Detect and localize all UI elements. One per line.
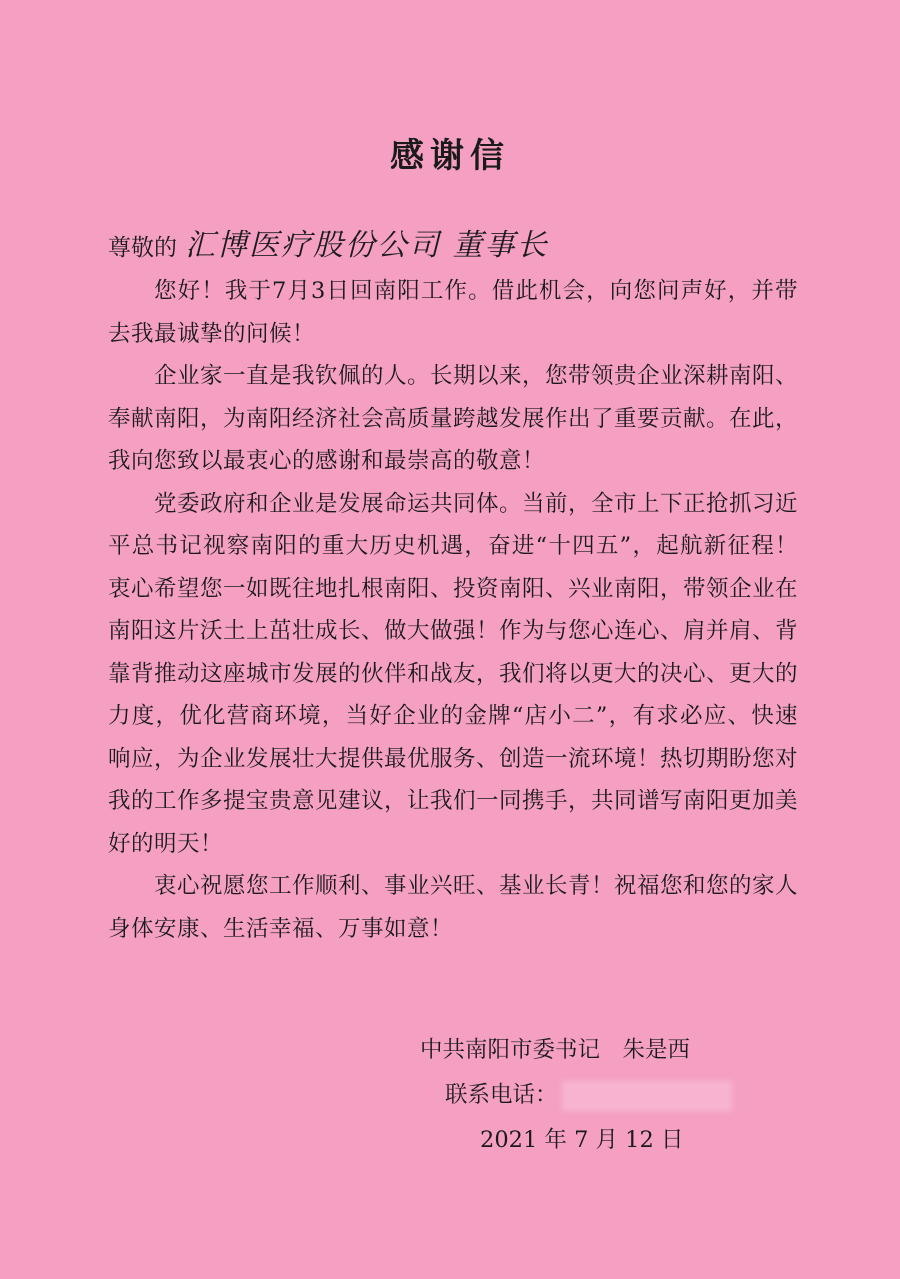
salutation bbox=[108, 220, 549, 264]
paragraph-wishes: 衷心祝愿您工作顺利、事业兴旺、基业长青！祝福您和您的家人身体安康、生活幸福、万事如意！ bbox=[108, 873, 799, 942]
salutation-prefix: 尊敬的 bbox=[108, 235, 177, 261]
contact-label: 联系电话： bbox=[445, 1082, 558, 1108]
paragraph-commitment: 党委政府和企业是发展命运共同体。当前，全市上下正抢抓习近平总书记视察南阳的重大历史机遇，奋进“十四五”，起航新征程！衷心希望您一如既往地扎根南阳、投资南阳、兴业南阳，带领企业在南阳这片沃土上茁壮成长、做大做强！作为与您心连心、肩并肩、背靠背推动这座城市发展的伙伴和战友，我们将以更大的决心、更大的力度，优化营商环境，当好企业的金牌“店小二”，有求必应、快速响应，为企业发展壮大提供最优服务、创造一流环境！热切期盼您对我的工作多提宝贵意见建议，让我们一同携手，共同谱写南阳更加美好的明天！ bbox=[108, 490, 799, 857]
letter-body bbox=[108, 270, 798, 950]
redacted-phone bbox=[562, 1081, 732, 1111]
letter-date: 2021 年 7 月 12 日 bbox=[480, 1127, 684, 1153]
handwritten-recipient: 汇博医疗股份公司 董事长 bbox=[185, 228, 549, 263]
signature-line: 中共南阳市委书记 朱是西 bbox=[420, 1037, 691, 1063]
paragraph-greeting: 您好！我于7月3日回南阳工作。借此机会，向您问声好，并带去我最诚挚的问候！ bbox=[108, 278, 798, 347]
contact-line bbox=[445, 1077, 732, 1111]
letter-title: 感谢信 bbox=[390, 136, 510, 176]
paragraph-praise: 企业家一直是我钦佩的人。长期以来，您带领贵企业深耕南阳、奉献南阳，为南阳经济社会高质量跨越发展作出了重要贡献。在此，我向您致以最衷心的感谢和最崇高的敬意！ bbox=[108, 363, 799, 474]
